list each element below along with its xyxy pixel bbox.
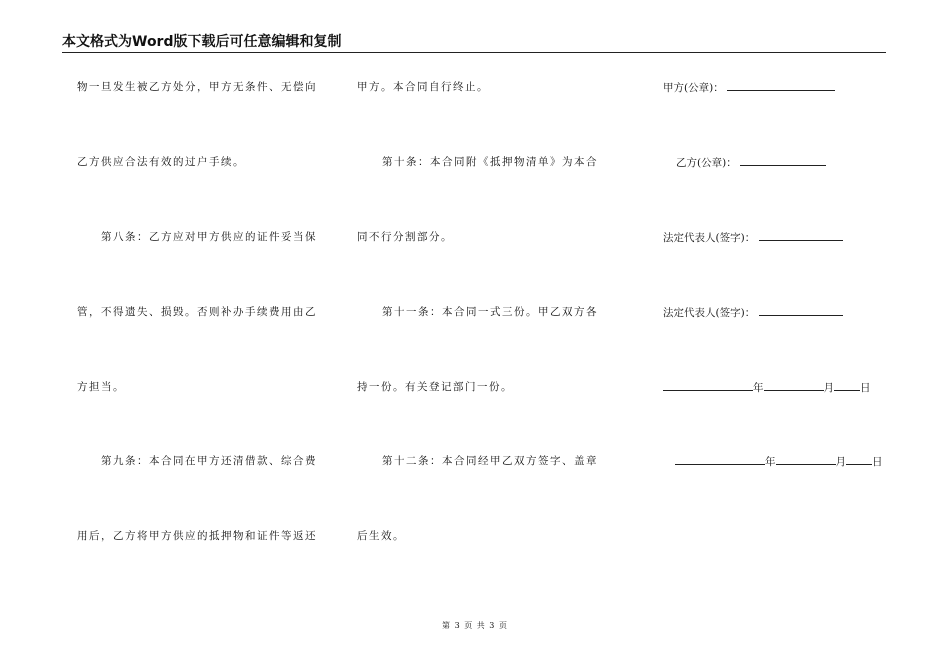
column1-line-7: 用后，乙方将甲方供应的抵押物和证件等返还 bbox=[77, 530, 317, 542]
party-a-label: 甲方(公章)： bbox=[663, 82, 724, 94]
year-blank-2 bbox=[675, 454, 765, 465]
month-label-1: 月 bbox=[823, 382, 834, 394]
date-field-1 bbox=[663, 380, 871, 395]
legal-rep-field-1 bbox=[663, 230, 843, 245]
party-b-seal-field bbox=[676, 155, 826, 170]
column2-line-7: 后生效。 bbox=[357, 530, 405, 542]
column2-line-3: 同不行分割部分。 bbox=[357, 231, 453, 243]
month-label-2: 月 bbox=[835, 456, 846, 468]
article-8-heading: 第八条：乙方应对甲方供应的证件妥当保 bbox=[101, 231, 317, 243]
legal-rep-label-2: 法定代表人(签字)： bbox=[663, 307, 756, 319]
legal-rep-blank-2 bbox=[759, 305, 843, 316]
article-11-heading: 第十一条：本合同一式三份。甲乙双方各 bbox=[382, 306, 598, 318]
column1-line-4: 管，不得遗失、损毁。否则补办手续费用由乙 bbox=[77, 306, 317, 318]
header-title: 本文格式为Word版下载后可任意编辑和复制 bbox=[62, 34, 342, 50]
column2-line-5: 持一份。有关登记部门一份。 bbox=[357, 381, 513, 393]
year-label-2: 年 bbox=[765, 456, 776, 468]
column1-line-1: 物一旦发生被乙方处分，甲方无条件、无偿向 bbox=[77, 81, 317, 93]
party-a-blank bbox=[727, 80, 835, 91]
column1-line-5: 方担当。 bbox=[77, 381, 125, 393]
legal-rep-blank-1 bbox=[759, 230, 843, 241]
page-header bbox=[62, 34, 886, 53]
page-number: 第 3 页 共 3 页 bbox=[442, 621, 508, 630]
party-b-blank bbox=[740, 155, 826, 166]
day-label-1: 日 bbox=[860, 382, 871, 394]
day-label-2: 日 bbox=[872, 456, 883, 468]
year-blank-1 bbox=[663, 380, 753, 391]
month-blank-1 bbox=[764, 380, 824, 391]
year-label-1: 年 bbox=[753, 382, 764, 394]
column1-line-2: 乙方供应合法有效的过户手续。 bbox=[77, 156, 245, 168]
legal-rep-field-2 bbox=[663, 305, 843, 320]
party-a-seal-field bbox=[663, 80, 835, 95]
article-9-heading: 第九条：本合同在甲方还清借款、综合费 bbox=[101, 455, 317, 467]
column2-line-1: 甲方。本合同自行终止。 bbox=[357, 81, 489, 93]
month-blank-2 bbox=[776, 454, 836, 465]
article-10-heading: 第十条：本合同附《抵押物清单》为本合 bbox=[382, 156, 598, 168]
party-b-label: 乙方(公章)： bbox=[676, 157, 737, 169]
date-field-2 bbox=[675, 454, 883, 469]
day-blank-1 bbox=[834, 380, 860, 391]
day-blank-2 bbox=[846, 454, 872, 465]
legal-rep-label-1: 法定代表人(签字)： bbox=[663, 232, 756, 244]
article-12-heading: 第十二条：本合同经甲乙双方签字、盖章 bbox=[382, 455, 598, 467]
